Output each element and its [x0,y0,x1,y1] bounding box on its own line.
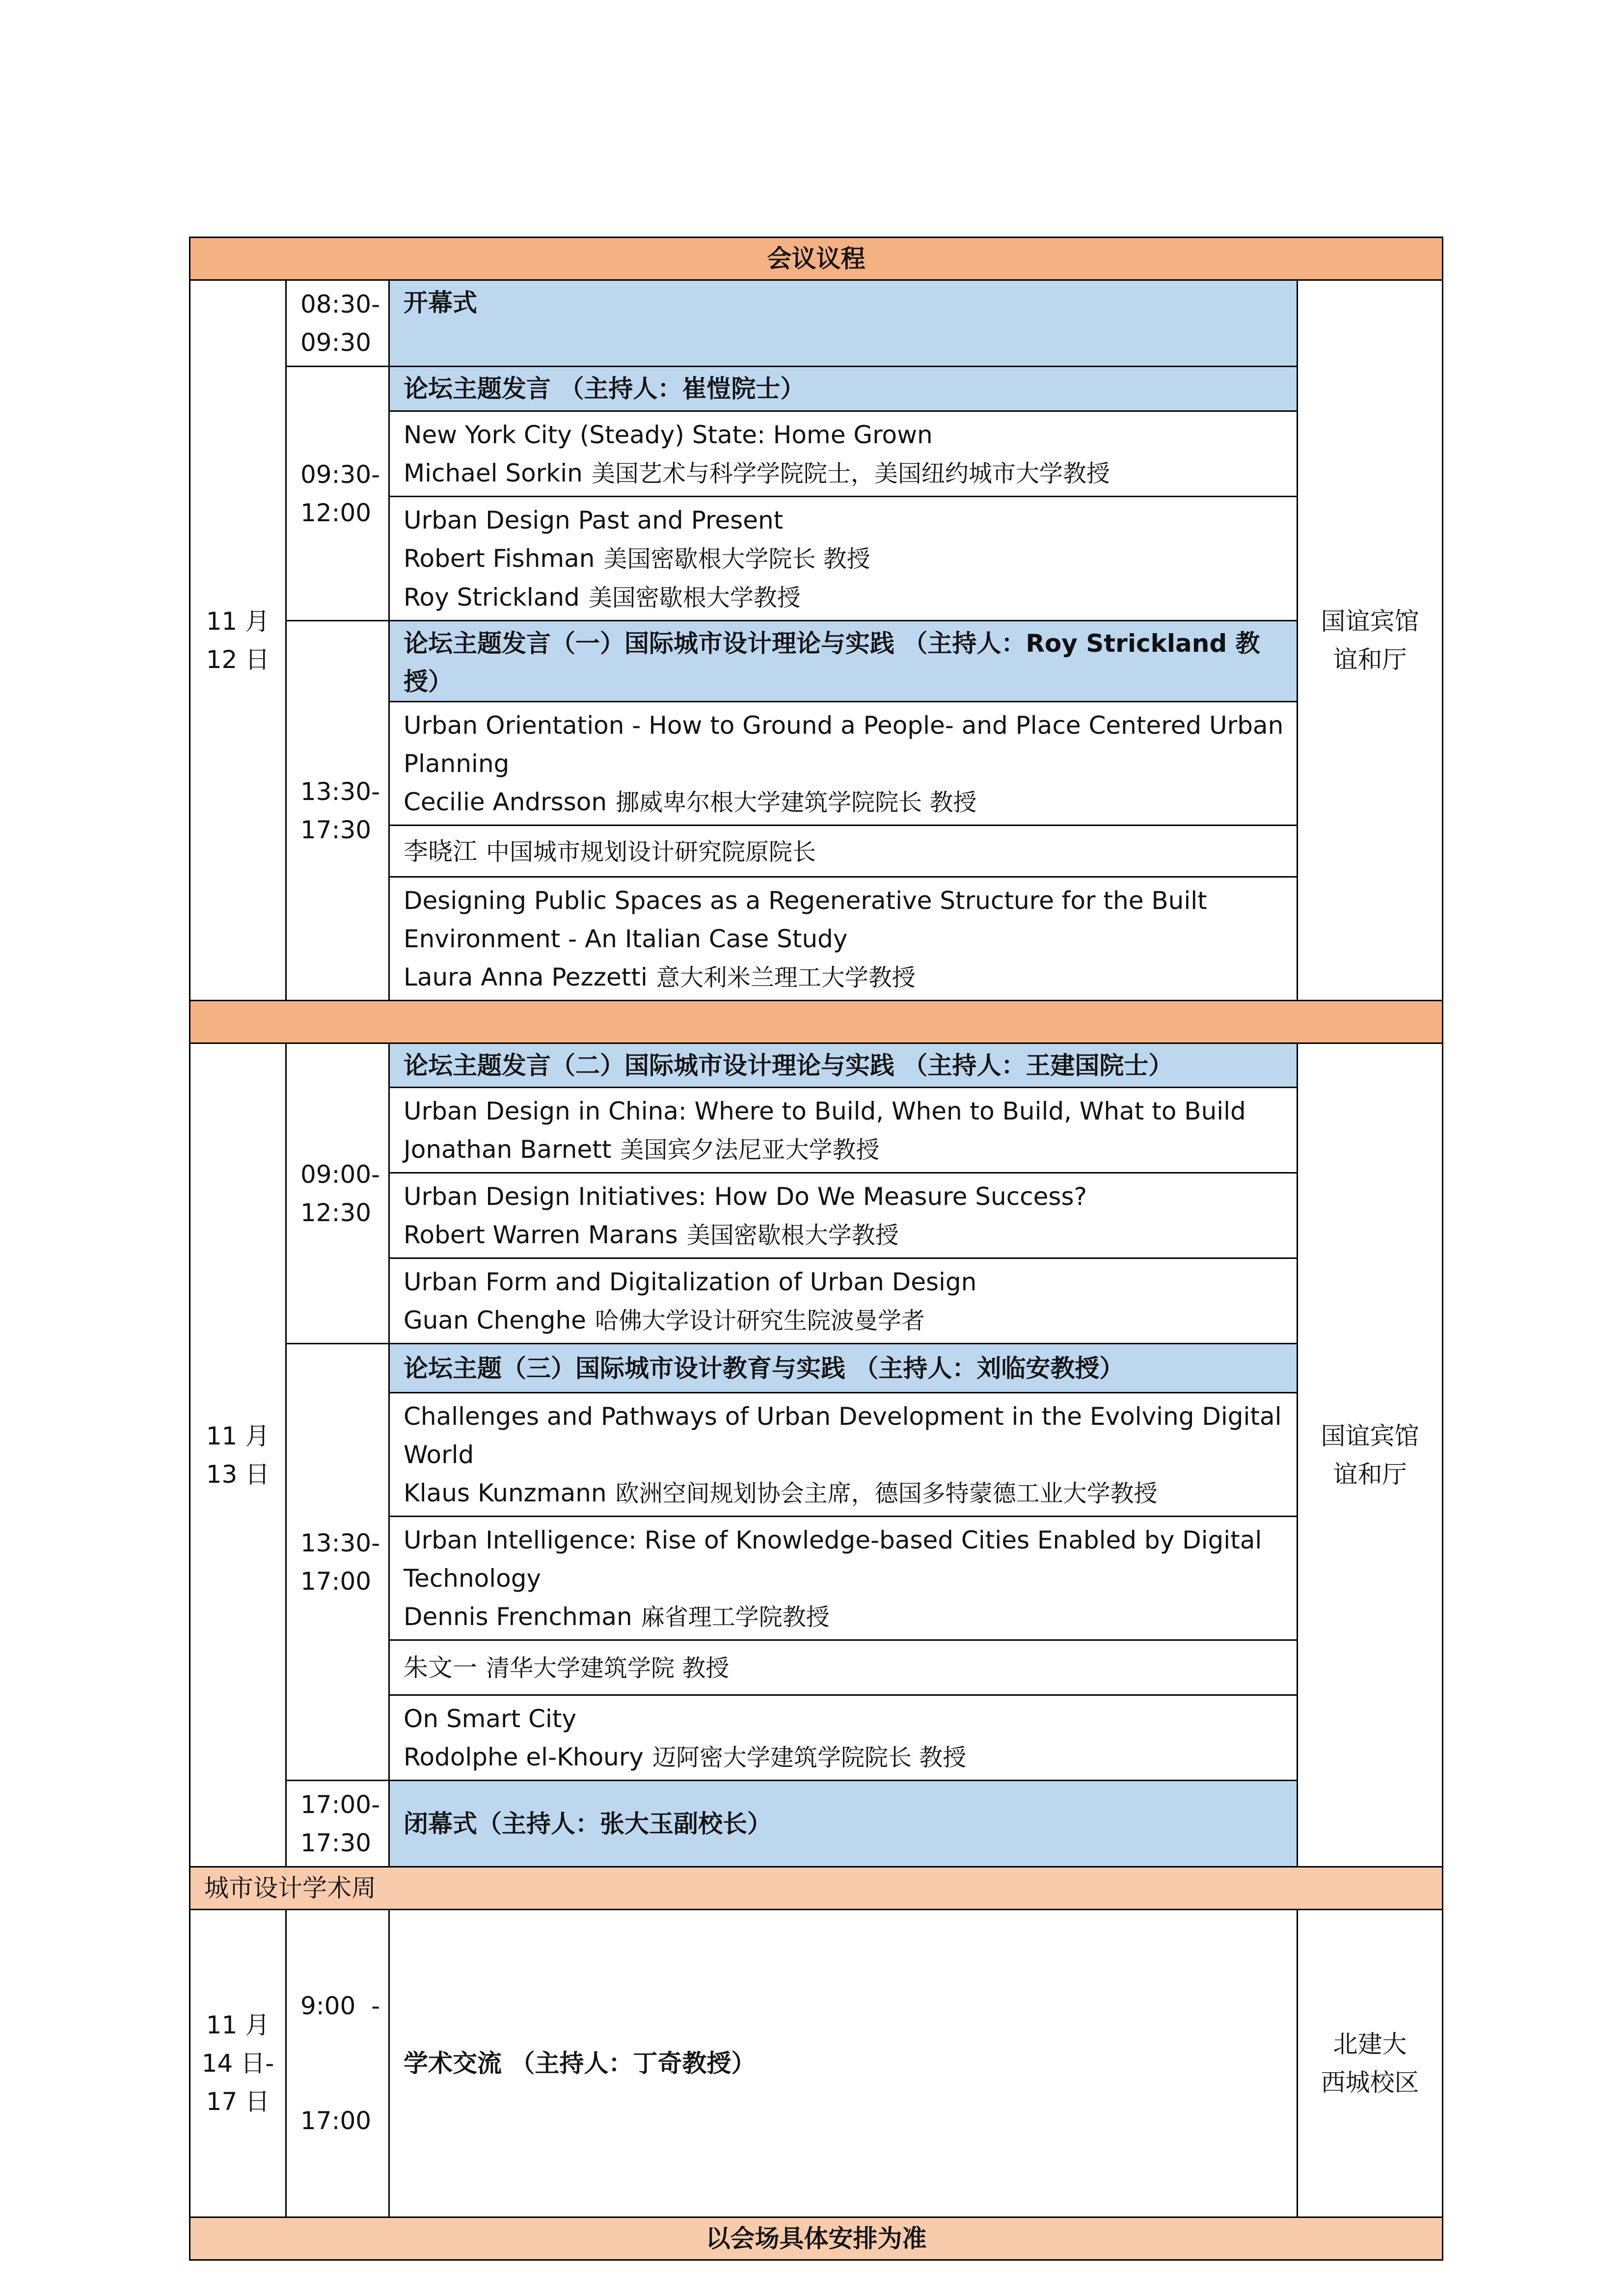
venue-line-2: 谊和厅 [1333,645,1407,674]
speaker-line [404,1301,1287,1340]
day1-afternoon-time [286,621,389,1001]
time-end: 12:00 [300,498,372,527]
session-title: 论坛主题发言 （主持人：崔愷院士） [389,367,1298,411]
talk-cell [389,702,1298,826]
week-venue [1298,1910,1443,2217]
speaker-affiliation: 美国密歇根大学教授 [686,1222,899,1249]
week-date-cell [190,1910,286,2217]
talk-cell [389,1517,1298,1640]
speaker-line [404,578,1287,617]
talk-cell [389,1088,1298,1173]
speaker-line [404,454,1287,493]
speaker-name: Michael Sorkin [404,459,583,487]
time-start: 08:30- [300,290,380,319]
time-end: 09:30 [300,328,372,357]
talk-cell [389,877,1298,1001]
speaker-line [404,539,1287,578]
time-start: 17:00- [300,1790,380,1819]
day2-date-month: 11 月 [206,1421,270,1450]
talk-title: Challenges and Pathways of Urban Development in the Evolving Digital [404,1402,1282,1431]
speaker-affiliation: 美国密歇根大学院长 教授 [603,545,870,573]
speaker-affiliation: 麻省理工学院教授 [641,1603,830,1631]
time-start: 09:30- [300,460,380,489]
session-title: 论坛主题发言（二）国际城市设计理论与实践 （主持人：王建国院士） [389,1043,1298,1088]
week-date-line-2: 14 日- [201,2049,274,2078]
day1-date-month: 11 月 [206,607,270,636]
talk-cell [389,826,1298,877]
time-end: 12:30 [300,1198,372,1227]
venue-line-2: 西城校区 [1321,2068,1419,2097]
day2-date-day: 13 日 [206,1460,270,1489]
talk-cell [389,1258,1298,1344]
week-date-line-1: 11 月 [206,2011,270,2039]
week-title: 学术交流 （主持人：丁奇教授） [389,1910,1298,2217]
week-date-line-3: 17 日 [206,2087,270,2116]
speaker-name: Cecilie Andrsson [404,788,607,816]
week-time [286,1910,389,2217]
day2-morning-time [286,1043,389,1344]
talk-title: Urban Design in China: Where to Build, When to Build, What to Build [404,1097,1246,1125]
time-end: 17:00 [300,2107,372,2135]
talk-cell [389,1393,1298,1517]
speaker-name: 李晓江 [404,837,477,866]
time-start: 09:00- [300,1160,380,1189]
speaker-name: Guan Chenghe [404,1306,586,1335]
day1-opening-time [286,280,389,367]
talk-title: Environment - An Italian Case Study [404,925,848,953]
speaker-name: Jonathan Barnett [404,1135,612,1164]
day1-venue [1298,280,1443,1001]
venue-line-2: 谊和厅 [1333,1460,1407,1489]
day-separator [190,1001,1443,1043]
talk-title: Urban Design Past and Present [404,506,784,534]
day1-date-cell [190,280,286,1001]
speaker-affiliation: 欧洲空间规划协会主席，德国多特蒙德工业大学教授 [615,1480,1158,1507]
speaker-line [404,1474,1287,1513]
speaker-affiliation: 中国城市规划设计研究院原院长 [486,838,816,866]
week-label: 城市设计学术周 [190,1867,1443,1910]
session-title: 论坛主题（三）国际城市设计教育与实践 （主持人：刘临安教授） [389,1344,1298,1393]
footer-note: 以会场具体安排为准 [190,2217,1443,2260]
time-start: 9:00 - [300,1992,380,2020]
speaker-affiliation: 哈佛大学设计研究生院波曼学者 [595,1307,925,1335]
speaker-name: Roy Strickland [404,583,580,612]
day2-date-cell [190,1043,286,1867]
venue-line-1: 国谊宾馆 [1321,1421,1419,1450]
speaker-line [404,1738,1287,1777]
venue-line-1: 北建大 [1333,2030,1407,2058]
speaker-name: Robert Fishman [404,544,595,573]
speaker-line [404,1649,1287,1687]
speaker-line [404,1130,1287,1169]
talk-title: On Smart City [404,1705,577,1733]
speaker-line [404,1216,1287,1255]
speaker-name: Klaus Kunzmann [404,1479,607,1507]
speaker-affiliation: 美国密歇根大学教授 [588,584,801,612]
time-end: 17:30 [300,815,372,844]
day2-venue [1298,1043,1443,1867]
speaker-affiliation: 迈阿密大学建筑学院院长 教授 [652,1744,967,1771]
talk-title: Technology [404,1564,541,1593]
closing-title: 闭幕式（主持人：张大玉副校长） [389,1781,1298,1867]
day2-afternoon-time [286,1344,389,1781]
time-end: 17:30 [300,1828,372,1857]
speaker-affiliation: 美国宾夕法尼亚大学教授 [620,1136,880,1164]
talk-title: World [404,1441,474,1469]
speaker-line [404,958,1287,997]
speaker-name: Rodolphe el-Khoury [404,1743,644,1771]
talk-title: Planning [404,749,510,778]
speaker-affiliation: 挪威卑尔根大学建筑学院院长 教授 [616,789,977,816]
talk-title: New York City (Steady) State: Home Grown [404,421,933,449]
session-title: 论坛主题发言（一）国际城市设计理论与实践 （主持人：Roy Strickland 教授） [389,621,1298,702]
agenda-title: 会议议程 [190,238,1443,280]
time-end: 17:00 [300,1567,372,1596]
speaker-line [404,783,1287,822]
day2-closing-time [286,1781,389,1867]
talk-cell [389,497,1298,621]
agenda-table [189,237,1443,2261]
speaker-name: Dennis Frenchman [404,1602,632,1631]
day1-date-day: 12 日 [206,645,270,674]
speaker-name: 朱文一 [404,1654,477,1682]
talk-title: Urban Design Initiatives: How Do We Measure Success? [404,1182,1087,1211]
speaker-line [404,832,1287,871]
talk-cell [389,1173,1298,1258]
day1-opening-title: 开幕式 [389,280,1298,367]
talk-cell [389,1695,1298,1781]
venue-line-1: 国谊宾馆 [1321,607,1419,636]
speaker-name: Laura Anna Pezzetti [404,963,648,991]
speaker-affiliation: 清华大学建筑学院 教授 [486,1655,730,1682]
talk-title: Urban Orientation - How to Ground a People- and Place Centered Urban [404,711,1284,740]
talk-title: Designing Public Spaces as a Regenerative Structure for the Built [404,886,1207,915]
time-start: 13:30- [300,777,380,806]
speaker-line [404,1598,1287,1636]
speaker-name: Robert Warren Marans [404,1221,678,1249]
talk-title: Urban Intelligence: Rise of Knowledge-based Cities Enabled by Digital [404,1526,1262,1554]
speaker-affiliation: 美国艺术与科学学院院士，美国纽约城市大学教授 [591,460,1110,487]
talk-title: Urban Form and Digitalization of Urban Design [404,1268,977,1296]
speaker-affiliation: 意大利米兰理工大学教授 [656,964,916,991]
day1-morning-time [286,367,389,621]
talk-cell [389,411,1298,497]
talk-cell [389,1640,1298,1695]
time-start: 13:30- [300,1528,380,1557]
